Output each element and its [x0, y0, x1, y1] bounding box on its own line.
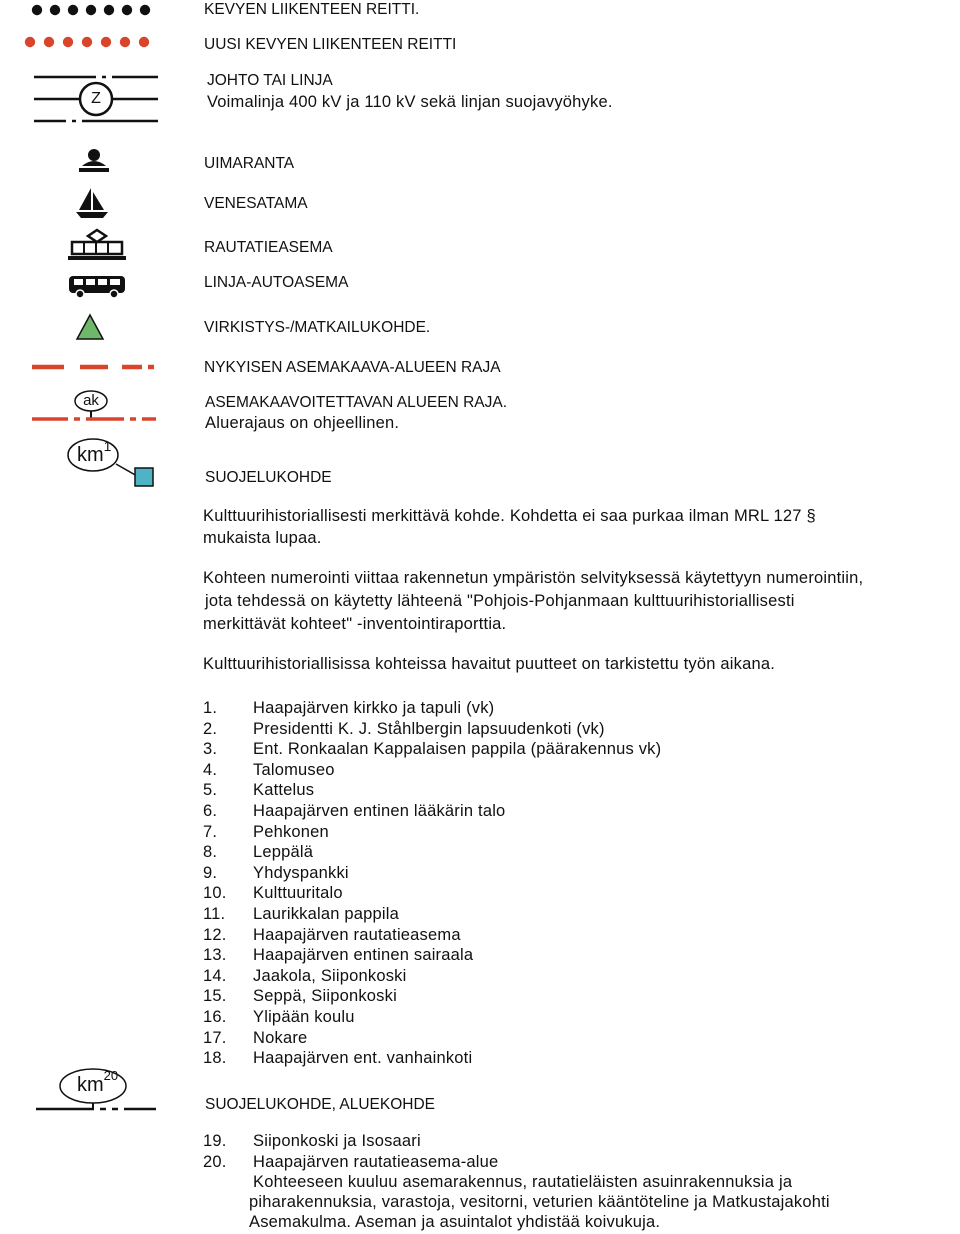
rautatieasema-label: RAUTATIEASEMA — [204, 239, 333, 256]
train-icon — [68, 228, 126, 262]
item-number: 18. — [203, 1049, 227, 1068]
item-name: Haapajärven ent. vanhainkoti — [253, 1049, 473, 1068]
virkistys-label: VIRKISTYS-/MATKAILUKOHDE. — [204, 319, 431, 336]
item-name: Haapajärven entinen sairaala — [253, 946, 474, 965]
item-number: 5. — [203, 781, 218, 800]
numerointi-2: jota tehdessä on käytetty lähteenä "Pohjois-Pohjanmaan kulttuurihistoriallisesti — [205, 592, 795, 610]
item-name: Nokare — [253, 1028, 308, 1047]
km-symbol-text — [77, 438, 112, 467]
item-name: Ylipään koulu — [253, 1007, 355, 1026]
item-number: 7. — [203, 822, 218, 841]
item-number: 1. — [203, 699, 218, 717]
virkistys-triangle-icon — [74, 312, 106, 342]
asemakaava-raja-label: NYKYISEN ASEMAKAAVA-ALUEEN RAJA — [204, 359, 501, 376]
item-number: 3. — [203, 740, 218, 759]
item-name: Jaakola, Siiponkoski — [253, 966, 407, 985]
johto-title: JOHTO TAI LINJA — [207, 72, 333, 89]
item-name: Ent. Ronkaalan Kappalaisen pappila (päärakennus vk) — [253, 740, 662, 759]
item-number: 11. — [203, 904, 226, 923]
item-number: 4. — [203, 760, 218, 779]
sailboat-icon — [74, 186, 110, 220]
item-name: Siiponkoski ja Isosaari — [253, 1132, 421, 1150]
uimaranta-label: UIMARANTA — [204, 155, 295, 172]
aluekohde-title: SUOJELUKOHDE, ALUEKOHDE — [205, 1096, 435, 1113]
item-number: 15. — [203, 987, 227, 1006]
item-name: Talomuseo — [253, 760, 335, 779]
suojelukohde-desc-1: Kulttuurihistoriallisesti merkittävä kohde. Kohdetta ei saa purkaa ilman MRL 127 § — [203, 507, 816, 525]
venesatama-label: VENESATAMA — [204, 195, 308, 212]
item-name: Haapajärven entinen lääkärin talo — [253, 801, 506, 820]
swimmer-icon — [76, 148, 112, 176]
ak-title: ASEMAKAAVOITETTAVAN ALUEEN RAJA. — [205, 394, 508, 411]
item-name: Kulttuuritalo — [253, 884, 343, 903]
item-name: Leppälä — [253, 843, 314, 862]
km-text: km — [77, 444, 104, 466]
puutteet-note: Kulttuurihistoriallisissa kohteissa havaitut puutteet on tarkistettu työn aikana. — [203, 655, 776, 673]
km20-text: km — [77, 1074, 104, 1096]
uusi-kevyt-reitti-symbol — [22, 34, 162, 50]
johto-desc: Voimalinja 400 kV ja 110 kV sekä linjan suojavyöhyke. — [207, 93, 613, 111]
item-name: Laurikkalan pappila — [253, 904, 399, 923]
uusi-kevyt-reitti-label: UUSI KEVYEN LIIKENTEEN REITTI — [204, 36, 457, 53]
ak-desc: Aluerajaus on ohjeellinen. — [205, 414, 400, 432]
kevyt-reitti-label: KEVYEN LIIKENTEEN REITTI. — [204, 1, 420, 18]
item20-desc-1: Kohteeseen kuuluu asemarakennus, rautatieläisten asuinrakennuksia ja — [253, 1173, 793, 1191]
item-name: Seppä, Siiponkoski — [253, 987, 397, 1006]
item-number: 12. — [203, 925, 227, 944]
item-number: 13. — [203, 946, 227, 965]
item-name: Pehkonen — [253, 822, 329, 841]
km20-symbol-text — [77, 1068, 119, 1097]
item-name: Haapajärven rautatieasema — [253, 925, 461, 944]
item-number: 2. — [203, 719, 218, 738]
item-number: 20. — [203, 1152, 227, 1171]
item-number: 16. — [203, 1007, 227, 1026]
kevyt-reitti-symbol — [30, 2, 160, 18]
item-name: Kattelus — [253, 781, 315, 800]
item-name: Haapajärven rautatieasema-alue — [253, 1152, 499, 1171]
numerointi-3: merkittävät kohteet" -inventointiraporttia. — [203, 615, 507, 633]
suojelukohde-title: SUOJELUKOHDE — [205, 469, 332, 486]
km-sup-1: 1 — [103, 438, 112, 454]
item-number: 10. — [203, 884, 227, 903]
ak-symbol-text: ak — [83, 392, 99, 409]
km-sup-20: 20 — [103, 1068, 119, 1083]
numerointi-1: Kohteen numerointi viittaa rakennetun ympäristön selvityksessä käytettyyn numerointiin, — [203, 569, 864, 587]
suojelukohde-desc-2: mukaista lupaa. — [203, 529, 322, 547]
asemakaava-raja-symbol — [30, 362, 156, 372]
item-number: 8. — [203, 843, 218, 862]
linja-autoasema-label: LINJA-AUTOASEMA — [204, 274, 349, 291]
item20-desc-2: piharakennuksia, varastoja, vesitorni, veturien kääntöteline ja Matkustajakohti — [249, 1193, 830, 1211]
voimalinja-letter: Z — [91, 90, 101, 107]
bus-icon — [67, 274, 127, 300]
item-number: 9. — [203, 863, 218, 882]
item-name: Haapajärven kirkko ja tapuli (vk) — [253, 699, 495, 717]
item20-desc-3: Asemakulma. Aseman ja asuintalot yhdistää koivukuja. — [249, 1213, 661, 1231]
item-name: Presidentti K. J. Ståhlbergin lapsuudenkoti (vk) — [253, 719, 605, 738]
item-number: 14. — [203, 966, 227, 985]
item-name: Yhdyspankki — [253, 863, 349, 882]
item-number: 17. — [203, 1028, 227, 1047]
item-number: 19. — [203, 1132, 227, 1150]
item-number: 6. — [203, 801, 218, 820]
